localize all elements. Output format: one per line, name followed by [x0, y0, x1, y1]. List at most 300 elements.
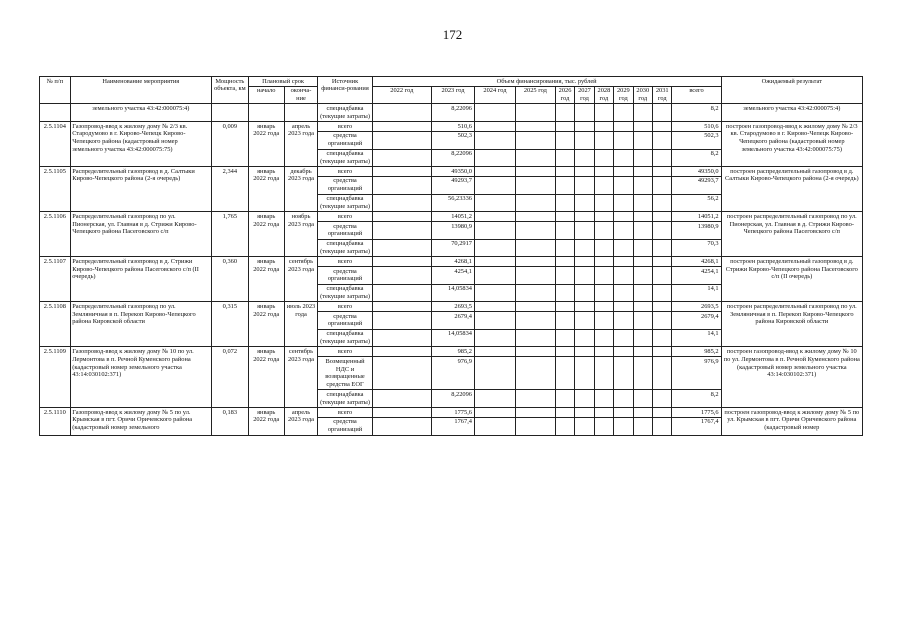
cell-y2023: 14,05834 — [432, 329, 475, 347]
cell-capacity: 0,009 — [211, 122, 248, 167]
cell-y2030 — [633, 417, 652, 435]
cell-y2027 — [575, 329, 594, 347]
cell-y2031 — [653, 122, 672, 132]
cell-total: 2679,4 — [672, 312, 721, 330]
cell-y2024 — [474, 347, 515, 357]
cell-y2023: 976,9 — [432, 357, 475, 390]
cell-source: средства организаций — [318, 312, 372, 330]
cell-result: построен газопровод-ввод к жилому дому № 5 по ул. Крымская в пгт. Оричи Оричевского района (кадастровый номер — [721, 408, 862, 435]
cell-y2030 — [633, 149, 652, 167]
cell-y2026 — [555, 167, 574, 177]
cell-y2030 — [633, 347, 652, 357]
cell-name: Распределительный газопровод в д. Салтыки Кирово-Чепецкого района (2-я очередь) — [70, 167, 211, 212]
cell-total: 49350,0 — [672, 167, 721, 177]
cell-y2027 — [575, 390, 594, 408]
cell-capacity: 0,072 — [211, 347, 248, 408]
cell-total: 1767,4 — [672, 417, 721, 435]
cell-y2031 — [653, 312, 672, 330]
cell-y2025 — [515, 222, 555, 240]
cell-result: построен распределительный газопровод по ул. Пионерская, ул. Главная в д. Стрижи Кирово-Чепецкого района Пасеговского с/п — [721, 212, 862, 257]
cell-y2030 — [633, 194, 652, 212]
cell-y2027 — [575, 222, 594, 240]
cell-name: земельного участка 43:42:000075:4) — [70, 104, 211, 122]
cell-y2026 — [555, 104, 574, 122]
cell-y2028 — [594, 104, 613, 122]
cell-y2030 — [633, 357, 652, 390]
cell-y2026 — [555, 194, 574, 212]
cell-y2030 — [633, 284, 652, 302]
cell-y2024 — [474, 267, 515, 285]
cell-y2022 — [372, 104, 431, 122]
cell-y2022 — [372, 257, 431, 267]
header-year: 2024 год — [474, 86, 515, 104]
cell-end: ноябрь 2023 года — [284, 212, 318, 257]
table-row — [40, 347, 863, 357]
cell-y2026 — [555, 267, 574, 285]
cell-y2025 — [515, 347, 555, 357]
cell-y2029 — [614, 176, 633, 194]
cell-y2024 — [474, 122, 515, 132]
cell-y2024 — [474, 329, 515, 347]
cell-y2025 — [515, 390, 555, 408]
cell-y2028 — [594, 417, 613, 435]
cell-y2029 — [614, 329, 633, 347]
cell-end: сентябрь 2023 года — [284, 257, 318, 302]
cell-y2027 — [575, 194, 594, 212]
cell-y2025 — [515, 176, 555, 194]
cell-y2023: 13980,9 — [432, 222, 475, 240]
cell-y2027 — [575, 176, 594, 194]
cell-y2029 — [614, 408, 633, 418]
cell-y2022 — [372, 239, 431, 257]
cell-y2028 — [594, 390, 613, 408]
cell-y2028 — [594, 302, 613, 312]
cell-y2025 — [515, 417, 555, 435]
cell-y2028 — [594, 122, 613, 132]
cell-y2024 — [474, 176, 515, 194]
cell-y2023: 502,3 — [432, 131, 475, 149]
cell-y2026 — [555, 357, 574, 390]
cell-y2024 — [474, 302, 515, 312]
cell-capacity: 2,344 — [211, 167, 248, 212]
cell-y2023: 14051,2 — [432, 212, 475, 222]
cell-y2025 — [515, 212, 555, 222]
cell-y2028 — [594, 329, 613, 347]
cell-total: 14051,2 — [672, 212, 721, 222]
cell-y2026 — [555, 212, 574, 222]
cell-start — [248, 104, 284, 122]
cell-y2029 — [614, 347, 633, 357]
cell-name: Распределительный газопровод по ул. Пионерская, ул. Главная в д. Стрижи Кирово-Чепецкого района Пасеговского с/п — [70, 212, 211, 257]
header-start: начало — [248, 86, 284, 104]
cell-y2030 — [633, 267, 652, 285]
cell-y2022 — [372, 390, 431, 408]
cell-start: январь 2022 года — [248, 167, 284, 212]
cell-y2026 — [555, 312, 574, 330]
cell-y2030 — [633, 222, 652, 240]
cell-y2031 — [653, 194, 672, 212]
cell-y2030 — [633, 239, 652, 257]
table-row — [40, 212, 863, 222]
cell-y2029 — [614, 222, 633, 240]
cell-y2027 — [575, 267, 594, 285]
cell-source: всего — [318, 212, 372, 222]
cell-result: построен газопровод-ввод к жилому дому № 10 по ул. Лермонтова в п. Речной Куменского района (кадастровый номер земельного участка 43:14:030102:371) — [721, 347, 862, 408]
cell-start: январь 2022 года — [248, 212, 284, 257]
cell-source: средства организаций — [318, 176, 372, 194]
cell-y2022 — [372, 194, 431, 212]
cell-y2031 — [653, 239, 672, 257]
cell-y2031 — [653, 357, 672, 390]
cell-y2024 — [474, 104, 515, 122]
cell-y2029 — [614, 122, 633, 132]
cell-source: спецнадбавка (текущие затраты) — [318, 194, 372, 212]
cell-y2027 — [575, 357, 594, 390]
cell-y2029 — [614, 417, 633, 435]
header-term: Плановый срок — [248, 77, 318, 87]
cell-y2025 — [515, 284, 555, 302]
cell-y2027 — [575, 257, 594, 267]
cell-num: 2.5.1110 — [40, 408, 71, 435]
cell-start: январь 2022 года — [248, 408, 284, 435]
cell-y2023: 8,22096 — [432, 104, 475, 122]
cell-result: построен газопровод-ввод к жилому дому № 2/3 кв. Стародумово в г. Кирово-Чепецк Кирово-Чепецкого района (кадастровый номер земельного участка 43:42:000075:75) — [721, 122, 862, 167]
cell-source: спецнадбавка (текущие затраты) — [318, 329, 372, 347]
cell-end: сентябрь 2023 года — [284, 347, 318, 408]
cell-y2025 — [515, 194, 555, 212]
cell-end: апрель 2023 года — [284, 122, 318, 167]
cell-source: средства организаций — [318, 267, 372, 285]
cell-y2023: 4254,1 — [432, 267, 475, 285]
cell-total: 14,1 — [672, 284, 721, 302]
cell-y2026 — [555, 347, 574, 357]
cell-source: средства организаций — [318, 222, 372, 240]
cell-y2030 — [633, 257, 652, 267]
cell-y2025 — [515, 408, 555, 418]
header-volume: Объем финансирования, тыс. рублей — [372, 77, 721, 87]
cell-source: всего — [318, 122, 372, 132]
cell-y2025 — [515, 302, 555, 312]
cell-total: 14,1 — [672, 329, 721, 347]
cell-y2027 — [575, 408, 594, 418]
cell-y2026 — [555, 222, 574, 240]
cell-result: построен распределительный газопровод по ул. Земляничная в п. Перекоп Кирово-Чепецкого района Кировской области — [721, 302, 862, 347]
cell-end: июль 2023 года — [284, 302, 318, 347]
cell-y2028 — [594, 347, 613, 357]
cell-y2028 — [594, 222, 613, 240]
cell-y2029 — [614, 194, 633, 212]
table-row — [40, 167, 863, 177]
cell-y2031 — [653, 417, 672, 435]
cell-y2031 — [653, 257, 672, 267]
cell-y2031 — [653, 212, 672, 222]
cell-total: 70,3 — [672, 239, 721, 257]
cell-source: спецнадбавка (текущие затраты) — [318, 149, 372, 167]
table-body — [40, 104, 863, 435]
cell-name: Распределительный газопровод в д. Стрижи Кирово-Чепецкого района Пасеговского с/п (II очередь) — [70, 257, 211, 302]
cell-y2028 — [594, 257, 613, 267]
cell-y2027 — [575, 239, 594, 257]
cell-y2031 — [653, 329, 672, 347]
cell-y2027 — [575, 131, 594, 149]
cell-y2028 — [594, 357, 613, 390]
cell-y2022 — [372, 131, 431, 149]
cell-capacity: 0,183 — [211, 408, 248, 435]
cell-y2025 — [515, 329, 555, 347]
cell-y2030 — [633, 176, 652, 194]
cell-y2024 — [474, 194, 515, 212]
cell-y2022 — [372, 284, 431, 302]
cell-y2031 — [653, 222, 672, 240]
cell-y2025 — [515, 257, 555, 267]
header-year: 2031 год — [653, 86, 672, 104]
cell-total: 4268,1 — [672, 257, 721, 267]
cell-start: январь 2022 года — [248, 122, 284, 167]
cell-y2028 — [594, 267, 613, 285]
cell-y2030 — [633, 104, 652, 122]
cell-y2028 — [594, 408, 613, 418]
cell-y2026 — [555, 176, 574, 194]
cell-total: 13980,9 — [672, 222, 721, 240]
cell-start: январь 2022 года — [248, 302, 284, 347]
cell-y2028 — [594, 131, 613, 149]
cell-y2028 — [594, 239, 613, 257]
cell-y2028 — [594, 176, 613, 194]
header-name: Наименование мероприятия — [70, 77, 211, 104]
cell-total: 510,6 — [672, 122, 721, 132]
cell-y2024 — [474, 239, 515, 257]
cell-y2027 — [575, 284, 594, 302]
cell-y2023: 1775,6 — [432, 408, 475, 418]
table-row — [40, 257, 863, 267]
cell-y2026 — [555, 284, 574, 302]
cell-source: спецнадбавка (текущие затраты) — [318, 390, 372, 408]
cell-y2024 — [474, 417, 515, 435]
cell-y2024 — [474, 167, 515, 177]
cell-num: 2.5.1108 — [40, 302, 71, 347]
cell-source: всего — [318, 257, 372, 267]
cell-total: 4254,1 — [672, 267, 721, 285]
table-row — [40, 302, 863, 312]
cell-y2027 — [575, 149, 594, 167]
cell-total: 8,2 — [672, 104, 721, 122]
cell-source: Возмещенный НДС и возвращенные средства ЕОГ — [318, 357, 372, 390]
cell-y2023: 49350,0 — [432, 167, 475, 177]
cell-y2030 — [633, 408, 652, 418]
cell-start: январь 2022 года — [248, 257, 284, 302]
cell-capacity: 0,360 — [211, 257, 248, 302]
header-total: всего — [672, 86, 721, 104]
cell-y2029 — [614, 284, 633, 302]
cell-y2031 — [653, 390, 672, 408]
cell-y2029 — [614, 302, 633, 312]
cell-name: Газопровод-ввод к жилому дому № 2/3 кв. Стародумово в г. Кирово-Чепецк Кирово-Чепецкого района (кадастровый номер земельного участка 43:42:000075:75) — [70, 122, 211, 167]
cell-source: средства организаций — [318, 131, 372, 149]
table-header — [40, 77, 863, 104]
cell-y2026 — [555, 131, 574, 149]
cell-y2028 — [594, 149, 613, 167]
cell-y2027 — [575, 347, 594, 357]
cell-source: средства организаций — [318, 417, 372, 435]
cell-source: спецнадбавка (текущие затраты) — [318, 239, 372, 257]
cell-y2030 — [633, 122, 652, 132]
cell-y2029 — [614, 267, 633, 285]
cell-y2025 — [515, 357, 555, 390]
cell-source: всего — [318, 302, 372, 312]
cell-result: построен распределительный газопровод в д. Стрижи Кирово-Чепецкого района Пасеговского с/п (II очередь) — [721, 257, 862, 302]
cell-y2030 — [633, 131, 652, 149]
cell-y2025 — [515, 239, 555, 257]
cell-y2030 — [633, 390, 652, 408]
cell-y2025 — [515, 312, 555, 330]
cell-y2029 — [614, 104, 633, 122]
cell-capacity: 0,315 — [211, 302, 248, 347]
cell-y2024 — [474, 390, 515, 408]
cell-total: 1775,6 — [672, 408, 721, 418]
cell-y2024 — [474, 212, 515, 222]
cell-y2029 — [614, 357, 633, 390]
cell-capacity: 1,765 — [211, 212, 248, 257]
header-end: оконча-ние — [284, 86, 318, 104]
cell-name: Распределительный газопровод по ул. Земляничная в п. Перекоп Кирово-Чепецкого района Кировской области — [70, 302, 211, 347]
cell-y2026 — [555, 149, 574, 167]
cell-y2022 — [372, 176, 431, 194]
cell-num: 2.5.1106 — [40, 212, 71, 257]
cell-y2030 — [633, 312, 652, 330]
cell-y2029 — [614, 149, 633, 167]
cell-y2025 — [515, 149, 555, 167]
cell-y2025 — [515, 131, 555, 149]
cell-y2026 — [555, 122, 574, 132]
cell-y2024 — [474, 222, 515, 240]
cell-y2029 — [614, 239, 633, 257]
cell-y2022 — [372, 122, 431, 132]
cell-y2023: 1767,4 — [432, 417, 475, 435]
header-year: 2026 год — [555, 86, 574, 104]
cell-y2022 — [372, 357, 431, 390]
cell-y2023: 8,22096 — [432, 390, 475, 408]
cell-y2026 — [555, 329, 574, 347]
cell-y2029 — [614, 390, 633, 408]
cell-y2027 — [575, 417, 594, 435]
cell-y2024 — [474, 357, 515, 390]
cell-y2024 — [474, 408, 515, 418]
table-row-continuation — [40, 104, 863, 122]
cell-result: построен распределительный газопровод в д. Салтыки Кирово-Чепецкого района (2-я очередь) — [721, 167, 862, 212]
cell-y2026 — [555, 417, 574, 435]
cell-y2027 — [575, 104, 594, 122]
cell-y2027 — [575, 167, 594, 177]
cell-y2031 — [653, 408, 672, 418]
cell-num — [40, 104, 71, 122]
cell-total: 502,3 — [672, 131, 721, 149]
cell-source: всего — [318, 408, 372, 418]
cell-y2031 — [653, 176, 672, 194]
cell-y2029 — [614, 212, 633, 222]
header-year: 2023 год — [432, 86, 475, 104]
cell-capacity — [211, 104, 248, 122]
cell-y2023: 2679,4 — [432, 312, 475, 330]
cell-y2026 — [555, 408, 574, 418]
cell-y2031 — [653, 131, 672, 149]
cell-y2022 — [372, 212, 431, 222]
cell-y2029 — [614, 312, 633, 330]
table-row — [40, 122, 863, 132]
cell-y2028 — [594, 212, 613, 222]
cell-y2022 — [372, 312, 431, 330]
cell-y2025 — [515, 122, 555, 132]
cell-y2030 — [633, 329, 652, 347]
header-source: Источник финанси-рования — [318, 77, 372, 104]
cell-y2022 — [372, 408, 431, 418]
cell-y2023: 70,2917 — [432, 239, 475, 257]
cell-y2023: 2693,5 — [432, 302, 475, 312]
cell-source: всего — [318, 167, 372, 177]
cell-y2027 — [575, 122, 594, 132]
cell-y2023: 8,22096 — [432, 149, 475, 167]
cell-y2022 — [372, 302, 431, 312]
cell-y2027 — [575, 212, 594, 222]
header-num: № п/п — [40, 77, 71, 104]
cell-name: Газопровод-ввод к жилому дому № 10 по ул. Лермонтова в п. Речной Куменского района (кадастровый номер земельного участка 43:14:030102:371) — [70, 347, 211, 408]
cell-source: спецнадбавка (текущие затраты) — [318, 104, 372, 122]
cell-num: 2.5.1107 — [40, 257, 71, 302]
cell-y2026 — [555, 390, 574, 408]
cell-y2022 — [372, 267, 431, 285]
cell-name: Газопровод-ввод к жилому дому № 5 по ул. Крымская в пгт. Оричи Оричевского района (кадастровый номер земельного — [70, 408, 211, 435]
cell-num: 2.5.1105 — [40, 167, 71, 212]
cell-y2026 — [555, 239, 574, 257]
cell-y2030 — [633, 212, 652, 222]
header-year: 2028 год — [594, 86, 613, 104]
cell-y2022 — [372, 222, 431, 240]
page-number: 172 — [442, 27, 463, 42]
cell-y2024 — [474, 284, 515, 302]
header-year: 2022 год — [372, 86, 431, 104]
header-year: 2025 год — [515, 86, 555, 104]
cell-y2024 — [474, 312, 515, 330]
cell-num: 2.5.1109 — [40, 347, 71, 408]
cell-y2031 — [653, 284, 672, 302]
cell-y2025 — [515, 267, 555, 285]
cell-y2022 — [372, 167, 431, 177]
cell-y2028 — [594, 167, 613, 177]
cell-y2031 — [653, 347, 672, 357]
cell-y2031 — [653, 267, 672, 285]
cell-y2031 — [653, 104, 672, 122]
cell-end: апрель 2023 года — [284, 408, 318, 435]
cell-start: январь 2022 года — [248, 347, 284, 408]
cell-y2023: 4268,1 — [432, 257, 475, 267]
cell-y2028 — [594, 194, 613, 212]
cell-result: земельного участка 43:42:000075:4) — [721, 104, 862, 122]
cell-y2025 — [515, 167, 555, 177]
cell-total: 49293,7 — [672, 176, 721, 194]
header-result: Ожидаемый результат — [721, 77, 862, 104]
cell-total: 8,2 — [672, 149, 721, 167]
cell-y2022 — [372, 329, 431, 347]
header-year: 2029 год — [614, 86, 633, 104]
header-year: 2030 год — [633, 86, 652, 104]
cell-y2023: 985,2 — [432, 347, 475, 357]
cell-total: 8,2 — [672, 390, 721, 408]
cell-total: 56,2 — [672, 194, 721, 212]
cell-y2029 — [614, 131, 633, 149]
cell-y2024 — [474, 257, 515, 267]
cell-end — [284, 104, 318, 122]
cell-y2030 — [633, 167, 652, 177]
cell-y2024 — [474, 149, 515, 167]
